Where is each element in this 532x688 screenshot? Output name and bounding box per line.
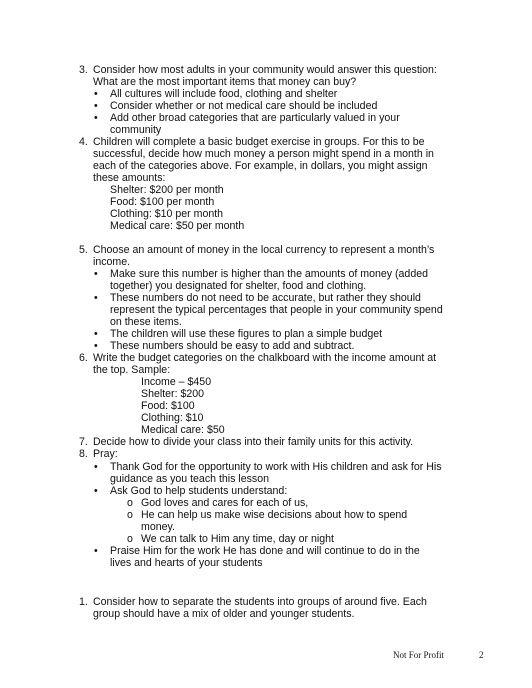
bullet-icon: • [94, 292, 98, 304]
sub-bullet-text: He can help us make wise decisions about how to spend [141, 509, 408, 521]
bullet-text: These numbers should be easy to add and subtract. [110, 340, 355, 352]
bullet-icon: • [94, 328, 98, 340]
bullet-icon: • [94, 461, 98, 473]
bullet-icon: • [94, 485, 98, 497]
list-number: 6. [79, 352, 88, 364]
amount-line: Medical care: $50 per month [110, 220, 245, 232]
sample-line: Food: $100 [141, 400, 195, 412]
bullet-icon: • [94, 545, 98, 557]
amount-line: Shelter: $200 per month [110, 184, 224, 196]
list-number: 4. [79, 136, 88, 148]
bullet-text: lives and hearts of your students [110, 557, 263, 569]
list-item-text: successful, decide how much money a person might spend in a month in [93, 148, 434, 160]
bullet-icon: • [94, 88, 98, 100]
bullet-text: Praise Him for the work He has done and will continue to do in the [110, 545, 420, 557]
sample-line: Shelter: $200 [141, 388, 205, 400]
amount-line: Food: $100 per month [110, 196, 215, 208]
bullet-text: community [110, 124, 162, 136]
page-number: 2 [479, 650, 484, 660]
list-item-text: Write the budget categories on the chalkboard with the income amount at [93, 352, 437, 364]
sample-line: Clothing: $10 [141, 412, 204, 424]
list-item-text: income. [93, 256, 131, 268]
sub-bullet-icon: o [127, 497, 133, 509]
list-number: 1. [79, 596, 88, 608]
list-item-text: What are the most important items that money can buy? [93, 76, 357, 88]
list-item-text: these amounts: [93, 172, 166, 184]
list-item-text: Children will complete a basic budget exercise in groups. For this to be [93, 136, 425, 148]
list-number: 3. [79, 64, 88, 76]
bullet-text: Add other broad categories that are particularly valued in your [110, 112, 400, 124]
bullet-text: Thank God for the opportunity to work with His children and ask for His [110, 461, 442, 473]
bullet-icon: • [94, 268, 98, 280]
bullet-text: The children will use these figures to plan a simple budget [110, 328, 383, 340]
bullet-text: represent the typical percentages that people in your community spend [110, 304, 443, 316]
bullet-icon: • [94, 112, 98, 124]
list-number: 5. [79, 244, 88, 256]
sub-bullet-text: We can talk to Him any time, day or night [141, 533, 334, 545]
bullet-text: guidance as you teach this lesson [110, 473, 270, 485]
sample-line: Income – $450 [141, 376, 212, 388]
list-item-text: Decide how to divide your class into their family units for this activity. [93, 436, 414, 448]
sub-bullet-text: God loves and cares for each of us, [141, 497, 309, 509]
bullet-text: together) you designated for shelter, food and clothing. [110, 280, 367, 292]
sub-bullet-icon: o [127, 509, 133, 521]
list-item-text: Choose an amount of money in the local currency to represent a month’s [93, 244, 435, 256]
bullet-text: Make sure this number is higher than the amounts of money (added [110, 268, 428, 280]
bullet-icon: • [94, 100, 98, 112]
list-number: 7. [79, 436, 88, 448]
bullet-text: on these items. [110, 316, 182, 328]
sub-bullet-text: money. [141, 521, 175, 533]
list-item-text: Consider how to separate the students into groups of around five. Each [93, 596, 427, 608]
sub-bullet-icon: o [127, 533, 133, 545]
bullet-text: Ask God to help students understand: [110, 485, 288, 497]
list-item-text: Pray: [93, 448, 118, 460]
amount-line: Clothing: $10 per month [110, 208, 224, 220]
list-item-text: group should have a mix of older and younger students. [93, 608, 355, 620]
bullet-text: Consider whether or not medical care should be included [110, 100, 378, 112]
bullet-text: These numbers do not need to be accurate, but rather they should [110, 292, 421, 304]
list-item-text: Consider how most adults in your community would answer this question: [93, 64, 437, 76]
footer-text: Not For Profit [393, 650, 445, 660]
list-item-text: each of the categories above. For example, in dollars, you might assign [93, 160, 428, 172]
list-number: 8. [79, 448, 88, 460]
bullet-icon: • [94, 340, 98, 352]
list-item-text: the top. Sample: [93, 364, 171, 376]
bullet-text: All cultures will include food, clothing and shelter [110, 88, 338, 100]
sample-line: Medical care: $50 [141, 424, 225, 436]
